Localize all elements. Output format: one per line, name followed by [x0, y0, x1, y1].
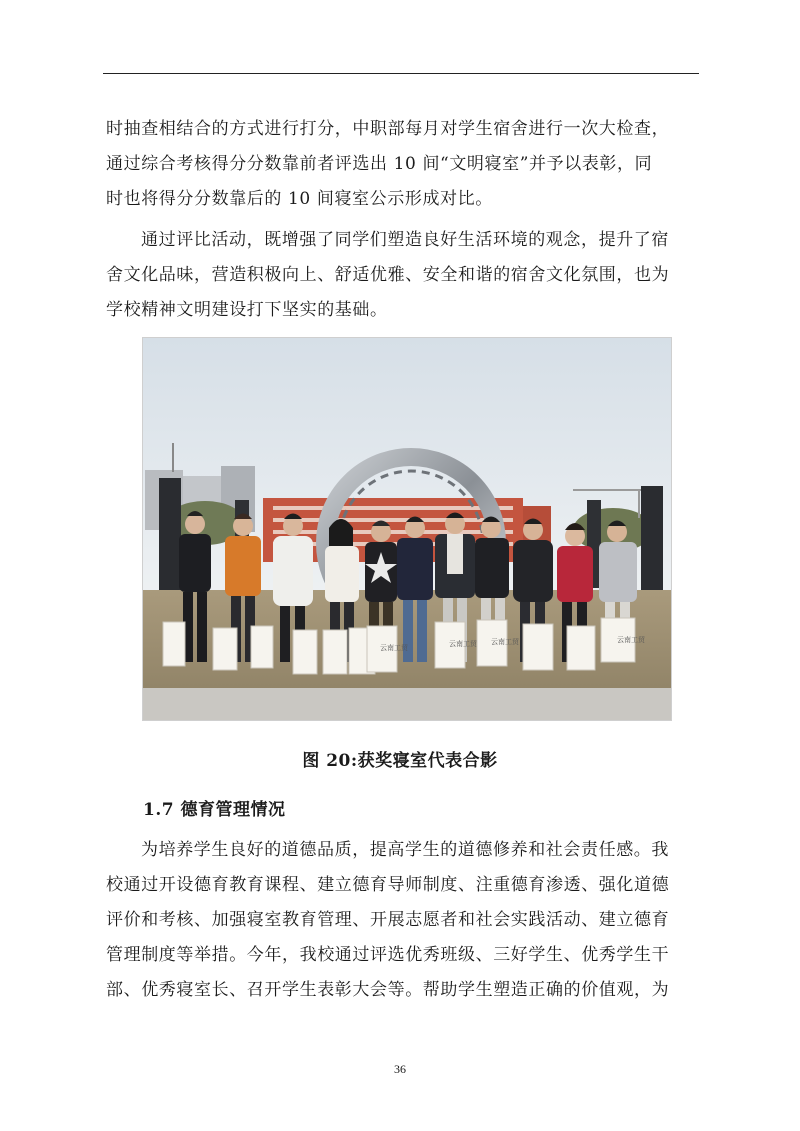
svg-text:云南工贸: 云南工贸 — [491, 638, 519, 646]
paragraph-moral-education — [106, 833, 698, 1008]
pavement — [143, 688, 671, 720]
text-line: 管理制度等举措。今年，我校通过评选优秀班级、三好学生、优秀学生干 — [106, 945, 670, 965]
text-line: 时抽查相结合的方式进行打分，中职部每月对学生宿舍进行一次大检查， — [106, 119, 670, 139]
group-photo-illustration — [143, 338, 671, 720]
text-line: 校通过开设德育教育课程、建立德育导师制度、注重德育渗透、强化道德 — [106, 875, 670, 895]
text-line: 为培养学生良好的道德品质，提高学生的道德修养和社会责任感。我 — [141, 840, 669, 860]
pillar — [641, 486, 663, 592]
pillar — [159, 478, 181, 590]
text-line: 评价和考核、加强寝室教育管理、开展志愿者和社会实践活动、建立德育 — [106, 910, 670, 930]
paragraph-evaluation-effect — [106, 223, 698, 328]
figure-caption: 图 20:获奖寝室代表合影 — [302, 751, 498, 771]
text-line: 舍文化品味，营造积极向上、舒适优雅、安全和谐的宿舍文化氛围，也为 — [106, 265, 670, 285]
group-photo — [142, 337, 672, 721]
text-line: 部、优秀寝室长、召开学生表彰大会等。帮助学生塑造正确的价值观，为 — [106, 980, 670, 1000]
page-number: 36 — [394, 1062, 406, 1076]
section-heading: 1.7 德育管理情况 — [143, 800, 286, 820]
paragraph-dorm-inspection — [106, 112, 698, 217]
text-line: 通过综合考核得分分数靠前者评选出 10 间“文明寝室”并予以表彰，同 — [106, 154, 653, 174]
header-rule — [103, 73, 699, 74]
text-line: 时也将得分分数靠后的 10 间寝室公示形成对比。 — [106, 189, 493, 209]
text-line: 通过评比活动，既增强了同学们塑造良好生活环境的观念，提升了宿 — [141, 230, 669, 250]
svg-text:云南工贸: 云南工贸 — [449, 640, 477, 648]
svg-text:云南工贸: 云南工贸 — [617, 636, 645, 644]
text-line: 学校精神文明建设打下坚实的基础。 — [106, 300, 388, 320]
svg-text:云南工贸: 云南工贸 — [380, 644, 408, 652]
